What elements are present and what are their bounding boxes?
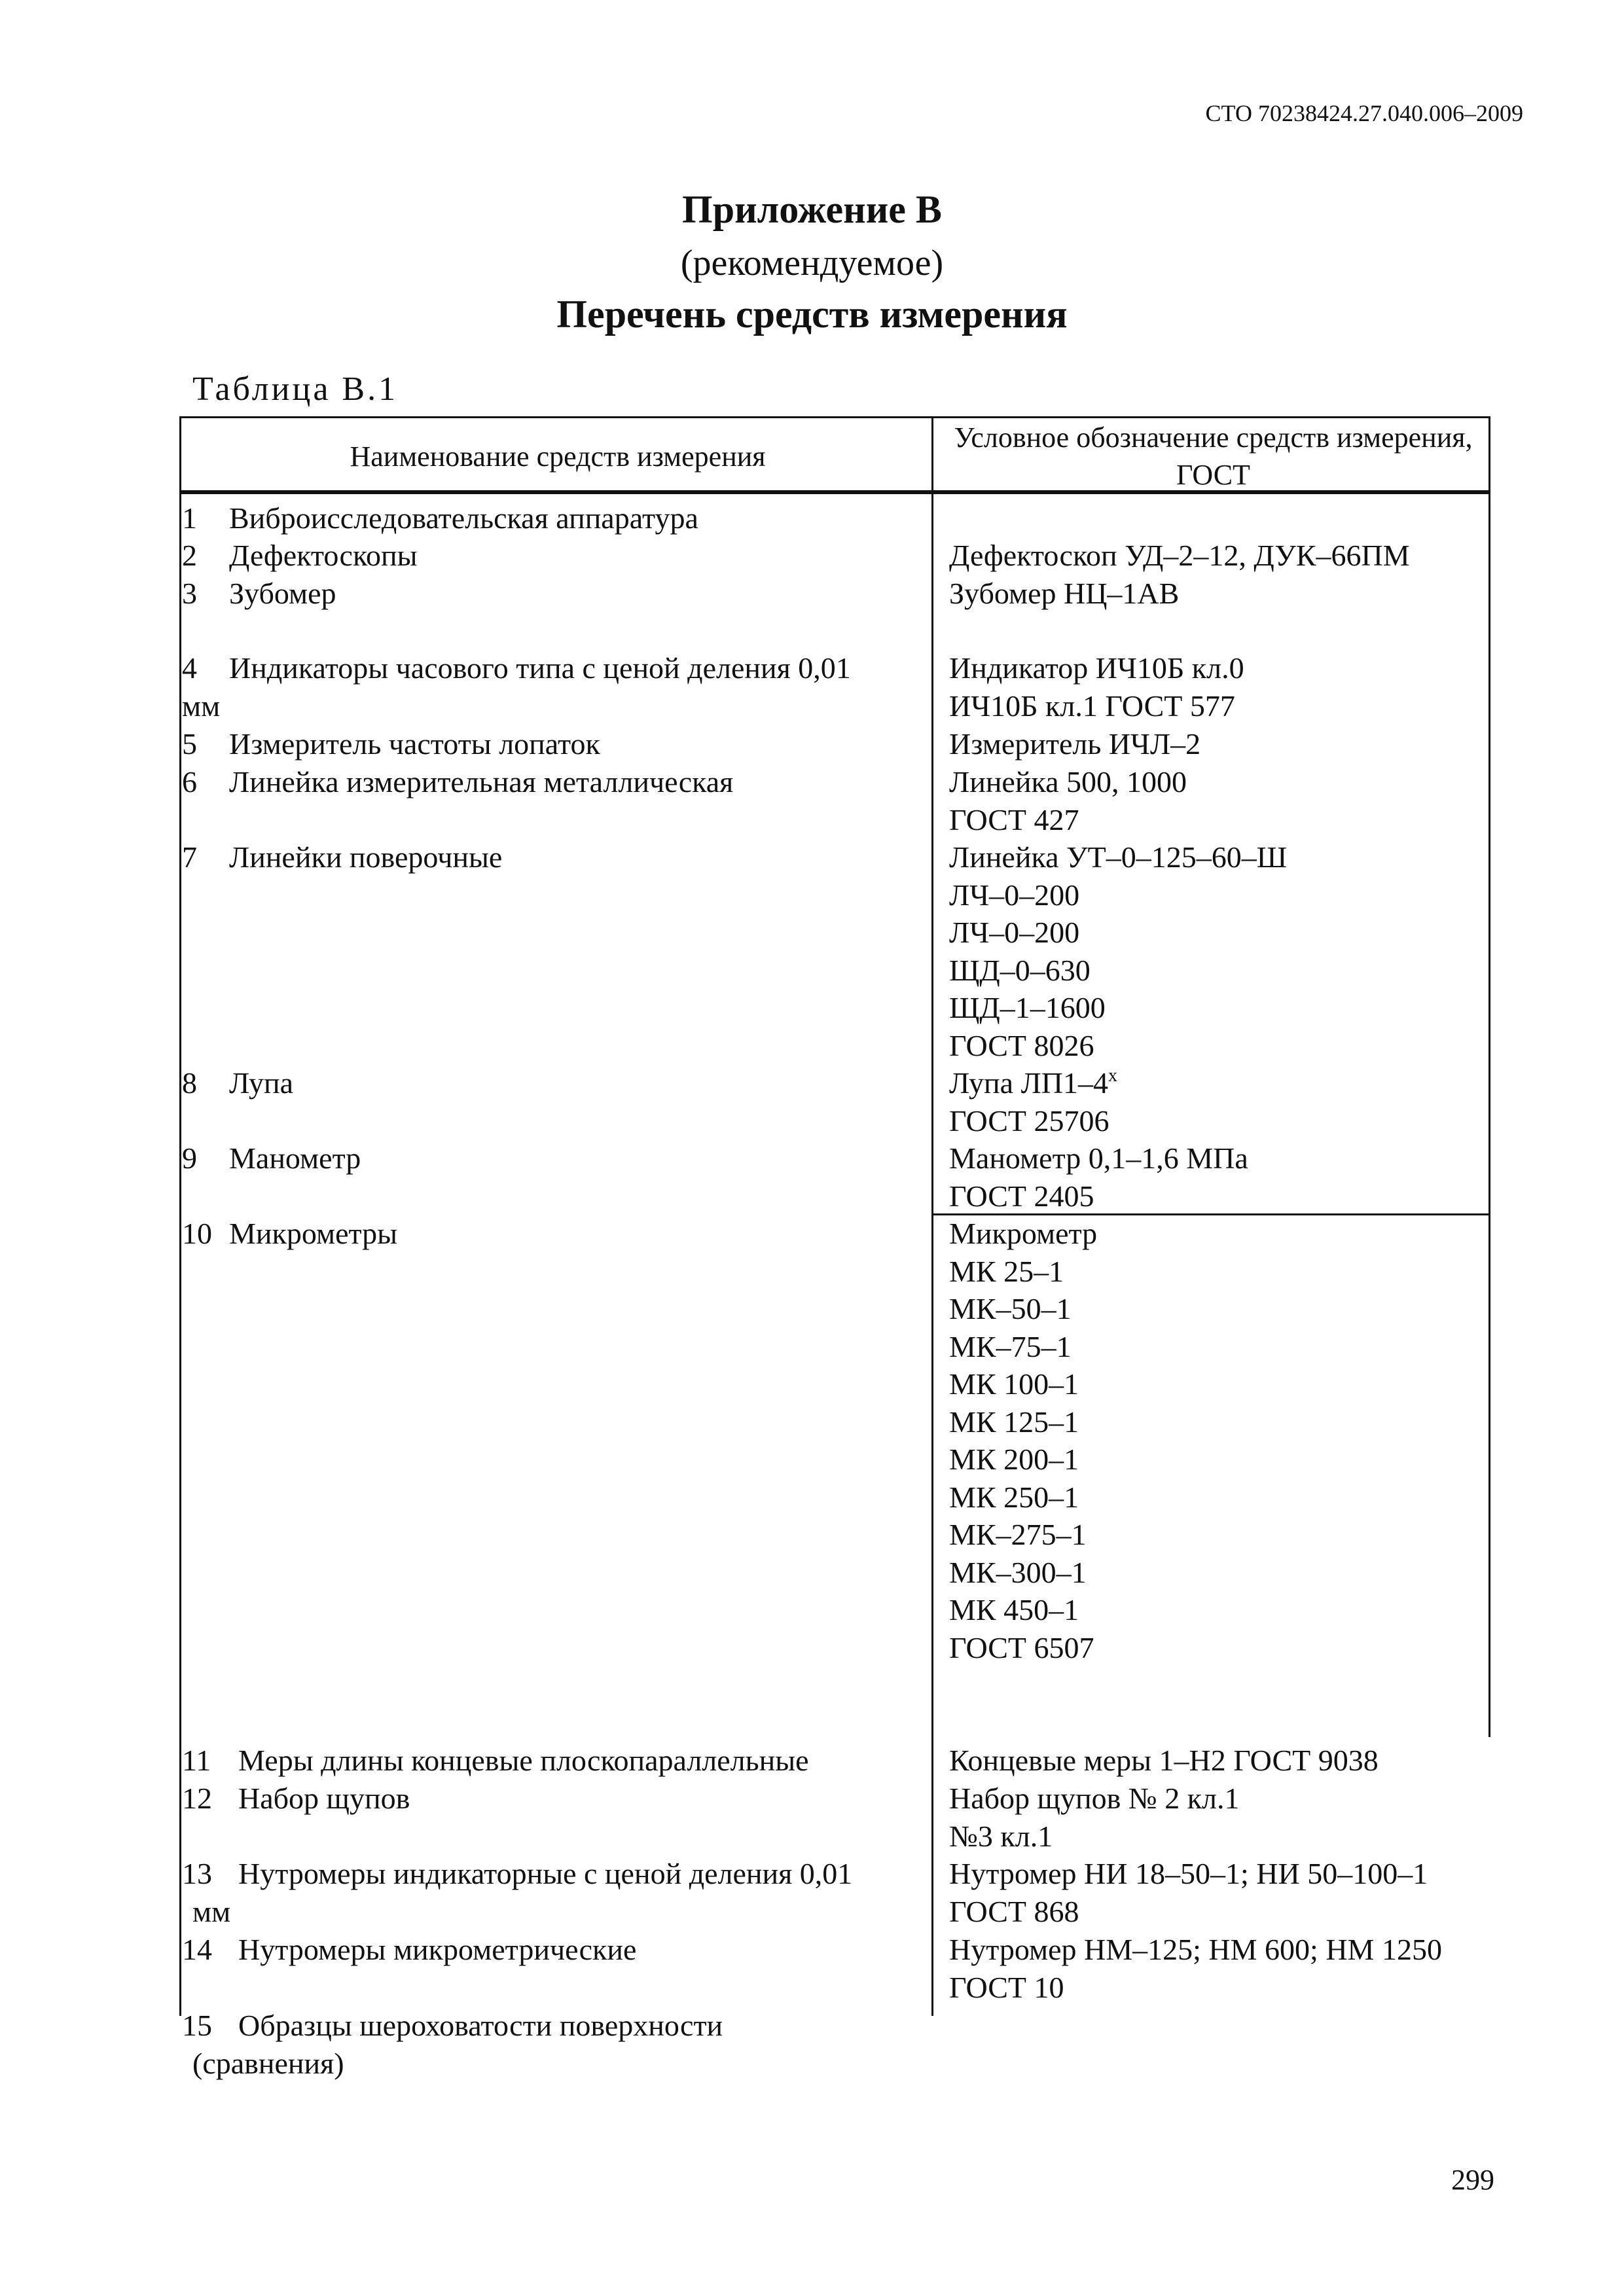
appendix-status: (рекомендуемое) xyxy=(680,243,944,283)
instrument-name: Микрометры xyxy=(229,1217,398,1250)
designation-cell xyxy=(949,763,1486,838)
instrument-name-continuation: (сравнения) xyxy=(192,2046,344,2080)
designation-text: МК 450–1 xyxy=(949,1593,1079,1626)
instrument-name: Линейки поверочные xyxy=(229,840,503,874)
designation-text: МК–275–1 xyxy=(949,1518,1087,1551)
measuring-instruments-table xyxy=(179,416,1490,2080)
designation-cell xyxy=(949,649,1486,725)
designation-line xyxy=(949,1479,1486,1516)
row-number: 1 xyxy=(182,501,197,535)
appendix-title: Приложение В xyxy=(682,188,942,231)
row-number: 3 xyxy=(182,577,197,610)
designation-line xyxy=(949,1403,1486,1441)
designation-line xyxy=(949,1328,1486,1366)
document-code: СТО 70238424.27.040.006–2009 xyxy=(1205,100,1523,126)
designation-line xyxy=(949,1290,1486,1328)
designation-text: МК 100–1 xyxy=(949,1367,1079,1401)
designation-text: Набор щупов № 2 кл.1 xyxy=(949,1782,1240,1815)
designation-cell xyxy=(949,838,1486,1064)
designation-line xyxy=(949,1855,1486,1893)
designation-line xyxy=(949,1139,1486,1177)
designation-line xyxy=(949,649,1486,687)
designation-line xyxy=(949,1027,1486,1065)
designation-text: ГОСТ 427 xyxy=(949,802,1079,836)
instrument-name: Манометр xyxy=(229,1141,361,1175)
designation-text: №3 кл.1 xyxy=(949,1819,1053,1853)
instrument-name: Меры длины концевые плоскопараллельные xyxy=(238,1744,809,1777)
instrument-name: Образцы шероховатости поверхности xyxy=(238,2009,723,2042)
designation-line xyxy=(949,1591,1486,1629)
designation-line xyxy=(949,1441,1486,1479)
row-number: 14 xyxy=(182,1933,212,1966)
body-left-border-lower xyxy=(179,1213,181,2016)
designation-line xyxy=(949,575,1486,613)
designation-cell xyxy=(949,1064,1486,1139)
designation-line xyxy=(949,952,1486,990)
designation-line xyxy=(949,1253,1486,1291)
designation-text: Линейка УТ–0–125–60–Ш xyxy=(949,840,1288,874)
row-number: 4 xyxy=(182,651,197,685)
designation-line xyxy=(949,801,1486,839)
designation-line xyxy=(949,1102,1486,1140)
instrument-name: Измеритель частоты лопаток xyxy=(229,727,600,761)
designation-text: Индикатор ИЧ10Б кл.0 xyxy=(949,651,1244,685)
row-number: 9 xyxy=(182,1141,197,1175)
designation-line xyxy=(949,537,1486,575)
designation-text: МК–50–1 xyxy=(949,1292,1072,1325)
designation-line xyxy=(949,1177,1486,1215)
table-caption: Таблица В.1 xyxy=(192,370,399,408)
designation-line xyxy=(949,1818,1486,1856)
row-number: 10 xyxy=(182,1217,212,1250)
designation-text: ГОСТ 8026 xyxy=(949,1028,1094,1062)
table-header xyxy=(179,416,1490,492)
instrument-name: Набор щупов xyxy=(238,1782,410,1815)
designation-line xyxy=(949,1780,1486,1818)
designation-text: Концевые меры 1–Н2 ГОСТ 9038 xyxy=(949,1744,1379,1777)
designation-line xyxy=(949,763,1486,801)
instrument-name: Виброисследовательская аппаратура xyxy=(229,501,698,535)
instrument-name: Лупа xyxy=(229,1066,294,1100)
designation-line xyxy=(949,989,1486,1027)
row-number: 13 xyxy=(182,1857,212,1890)
designation-text: МК–75–1 xyxy=(949,1329,1072,1363)
designation-text: МК 25–1 xyxy=(949,1254,1064,1288)
instrument-name: Дефектоскопы xyxy=(229,539,418,572)
designation-text: Измеритель ИЧЛ–2 xyxy=(949,727,1201,761)
designation-text: ГОСТ 6507 xyxy=(949,1630,1094,1664)
designation-text: Линейка 500, 1000 xyxy=(949,765,1187,798)
body-right-border-lower xyxy=(1489,1213,1490,1737)
body-right-border-upper xyxy=(1489,492,1490,1213)
designation-cell xyxy=(949,725,1486,763)
header-instrument-name: Наименование средств измерения xyxy=(350,440,766,473)
designation-cell xyxy=(949,1931,1486,2006)
designation-text: Манометр 0,1–1,6 МПа xyxy=(949,1141,1248,1175)
designation-line xyxy=(949,838,1486,876)
page-number: 299 xyxy=(1451,2164,1494,2196)
designation-cell xyxy=(949,537,1486,575)
designation-text: Нутромер НИ 18–50–1; НИ 50–100–1 xyxy=(949,1857,1428,1890)
designation-text: ЩД–0–630 xyxy=(949,953,1091,987)
designation-line xyxy=(949,1742,1486,1780)
designation-text: ГОСТ 868 xyxy=(949,1894,1079,1928)
designation-text: ЩД–1–1600 xyxy=(949,991,1106,1024)
designation-text: Нутромер НМ–125; НМ 600; НМ 1250 xyxy=(949,1933,1442,1966)
appendix-subject: Перечень средств измерения xyxy=(556,293,1068,336)
designation-line xyxy=(949,1064,1486,1102)
designation-line xyxy=(949,1969,1486,2007)
designation-line xyxy=(949,1365,1486,1403)
designation-line xyxy=(949,1893,1486,1931)
designation-line xyxy=(949,1931,1486,1969)
designation-text: МК 125–1 xyxy=(949,1405,1079,1439)
designation-line xyxy=(949,725,1486,763)
designation-text: ИЧ10Б кл.1 ГОСТ 577 xyxy=(949,689,1235,723)
instrument-name: Линейка измерительная металлическая xyxy=(229,765,734,798)
designation-line xyxy=(949,914,1486,952)
row-number: 15 xyxy=(182,2009,212,2042)
designation-cell xyxy=(949,1855,1486,1930)
instrument-name: Индикаторы часового типа с ценой деления 0,01 xyxy=(229,651,851,685)
designation-cell xyxy=(949,1780,1486,1855)
designation-line xyxy=(949,1629,1486,1667)
designation-text: ЛЧ–0–200 xyxy=(949,878,1080,912)
designation-line xyxy=(949,876,1486,914)
designation-line xyxy=(949,687,1486,725)
designation-text: ЛЧ–0–200 xyxy=(949,916,1080,949)
row-number: 12 xyxy=(182,1782,212,1815)
instrument-name: Нутромеры индикаторные с ценой деления 0,01 xyxy=(238,1857,853,1890)
designation-text: МК 200–1 xyxy=(949,1443,1079,1476)
row-number: 8 xyxy=(182,1066,197,1100)
designation-text: Зубомер НЦ–1АВ xyxy=(949,577,1180,610)
header-bottom-rule xyxy=(179,492,1490,494)
row-number: 7 xyxy=(182,840,197,874)
designation-line xyxy=(949,1215,1486,1253)
designation-line xyxy=(949,1554,1486,1592)
designation-superscript: х xyxy=(1108,1066,1118,1086)
instrument-name: Нутромеры микрометрические xyxy=(238,1933,637,1966)
header-designation: Условное обозначение средств измерения, ГОСТ xyxy=(954,422,1473,491)
designation-text: МК 250–1 xyxy=(949,1480,1079,1514)
designation-text: ГОСТ 2405 xyxy=(949,1179,1094,1213)
row-number: 6 xyxy=(182,765,197,798)
designation-text: ГОСТ 10 xyxy=(949,1970,1064,2004)
designation-cell xyxy=(949,1215,1486,1666)
row-number: 11 xyxy=(182,1744,211,1777)
designation-text: МК–300–1 xyxy=(949,1555,1087,1589)
designation-cell xyxy=(949,1139,1486,1215)
designation-text: ГОСТ 25706 xyxy=(949,1103,1110,1138)
designation-text: Микрометр xyxy=(949,1217,1098,1250)
row-number: 2 xyxy=(182,539,197,572)
designation-text: Лупа ЛП1–4 xyxy=(949,1066,1109,1100)
designation-line xyxy=(949,1516,1486,1554)
designation-cell xyxy=(949,1742,1486,1780)
body-left-border-upper xyxy=(179,492,181,1213)
instrument-name-continuation: мм xyxy=(192,1894,231,1928)
header-column-divider xyxy=(931,416,933,492)
designation-text: Дефектоскоп УД–2–12, ДУК–66ПМ xyxy=(949,539,1410,572)
row-number: 5 xyxy=(182,727,197,761)
instrument-name: Зубомер xyxy=(229,577,336,610)
designation-cell xyxy=(949,575,1486,613)
instrument-name-continuation: мм xyxy=(182,689,221,723)
